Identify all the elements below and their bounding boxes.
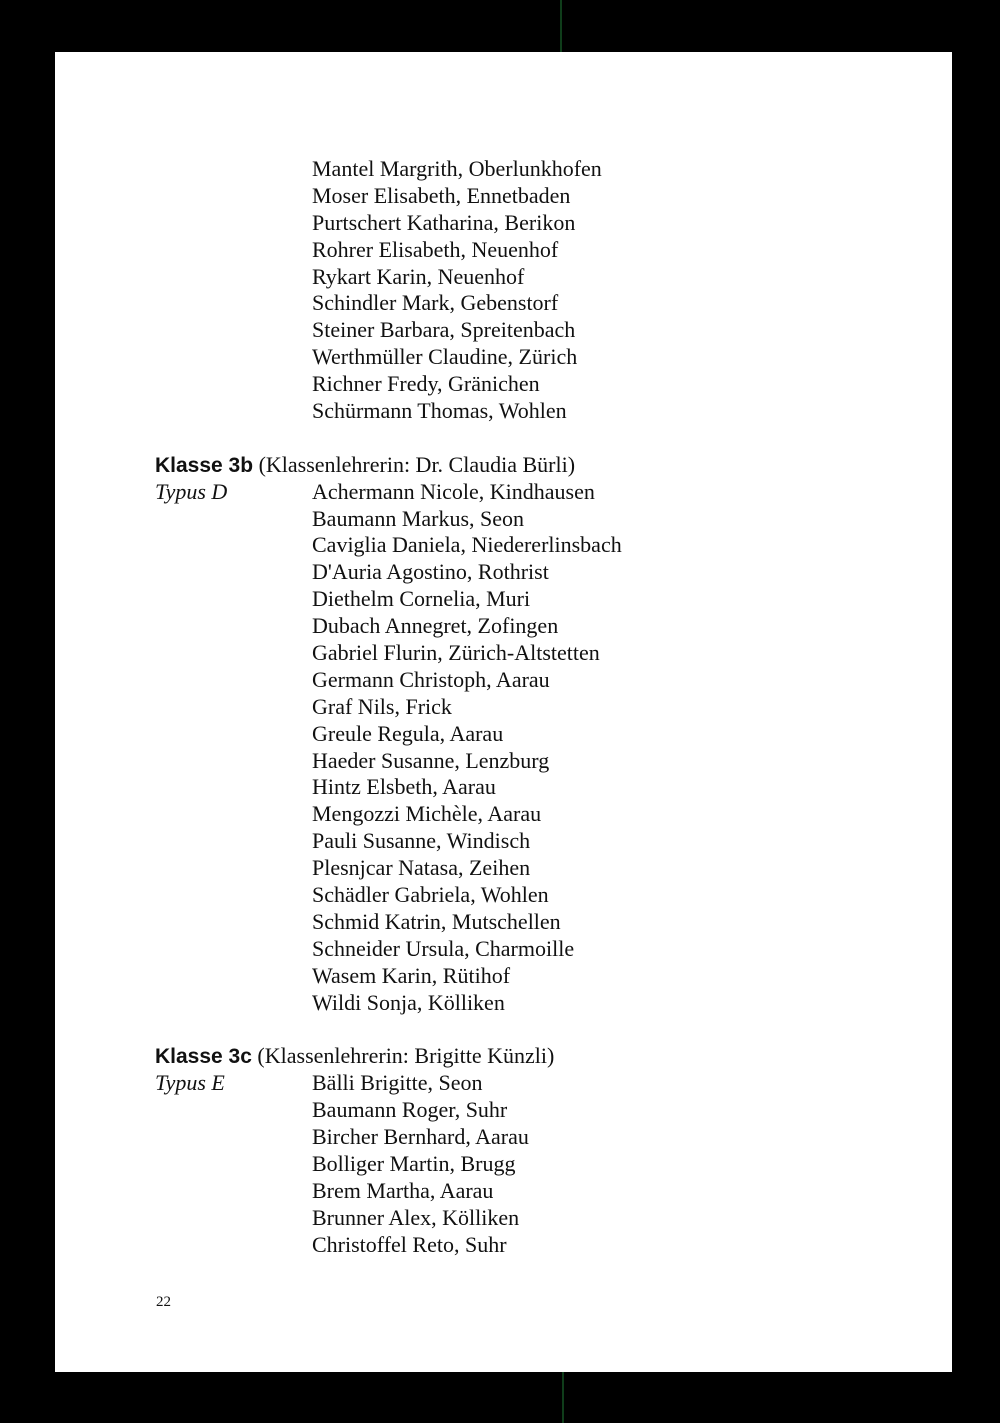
student-name: Rohrer Elisabeth, Neuenhof	[312, 236, 559, 262]
student-name: Bolliger Martin, Brugg	[312, 1150, 516, 1176]
list-item	[155, 963, 915, 990]
student-name: Mengozzi Michèle, Aarau	[312, 801, 542, 827]
student-name: Wasem Karin, Rütihof	[312, 962, 511, 988]
list-item	[155, 586, 915, 613]
list-item	[155, 774, 915, 801]
student-name: Diethelm Cornelia, Muri	[312, 586, 531, 612]
student-name: Pauli Susanne, Windisch	[312, 828, 531, 854]
list-item	[155, 317, 915, 344]
student-name: Christoffel Reto, Suhr	[312, 1231, 507, 1257]
student-name: Moser Elisabeth, Ennetbaden	[312, 182, 571, 208]
student-name: Germann Christoph, Aarau	[312, 666, 550, 692]
list-item	[155, 667, 915, 694]
list-item	[155, 882, 915, 909]
list-item	[155, 237, 915, 264]
list-item	[155, 1097, 915, 1124]
student-name: Achermann Nicole, Kindhausen	[312, 478, 595, 504]
student-name: Gabriel Flurin, Zürich-Altstetten	[312, 640, 600, 666]
student-name: Haeder Susanne, Lenzburg	[312, 747, 550, 773]
list-item	[155, 1232, 915, 1259]
class-label: Klasse 3b	[155, 453, 254, 477]
student-name: Hintz Elsbeth, Aarau	[312, 774, 496, 800]
scan-seam-bottom	[562, 1372, 564, 1423]
class-teacher: (Klassenlehrerin: Dr. Claudia Bürli)	[258, 451, 576, 477]
class-3b-heading	[155, 452, 915, 479]
list-item	[155, 479, 915, 506]
student-name: Baumann Roger, Suhr	[312, 1097, 508, 1123]
page-content	[155, 156, 915, 1259]
list-item	[155, 210, 915, 237]
class-3c-heading	[155, 1043, 915, 1070]
list-item	[155, 398, 915, 425]
student-name: Richner Fredy, Gränichen	[312, 371, 540, 397]
list-item	[155, 990, 915, 1017]
list-item	[155, 640, 915, 667]
list-item	[155, 344, 915, 371]
typus-label: Typus D	[155, 478, 228, 504]
list-item	[155, 613, 915, 640]
student-name: Schmid Katrin, Mutschellen	[312, 908, 561, 934]
student-name: Plesnjcar Natasa, Zeihen	[312, 855, 531, 881]
list-item	[155, 183, 915, 210]
list-item	[155, 1070, 915, 1097]
continued-student-list	[155, 156, 915, 425]
list-item	[155, 909, 915, 936]
list-item	[155, 694, 915, 721]
student-name: Dubach Annegret, Zofingen	[312, 613, 559, 639]
list-item	[155, 936, 915, 963]
student-name: Brem Martha, Aarau	[312, 1177, 494, 1203]
student-name: Schürmann Thomas, Wohlen	[312, 398, 567, 424]
student-name: Caviglia Daniela, Niedererlinsbach	[312, 532, 622, 558]
list-item	[155, 1178, 915, 1205]
student-name: Mantel Margrith, Oberlunkhofen	[312, 156, 602, 181]
student-name: Bälli Brigitte, Seon	[312, 1070, 483, 1096]
student-name: Schädler Gabriela, Wohlen	[312, 882, 549, 908]
student-name: Schindler Mark, Gebenstorf	[312, 290, 559, 316]
student-name: Graf Nils, Frick	[312, 693, 452, 719]
student-name: Steiner Barbara, Spreitenbach	[312, 317, 576, 343]
student-name: Bircher Bernhard, Aarau	[312, 1124, 529, 1150]
class-teacher: (Klassenlehrerin: Brigitte Künzli)	[257, 1043, 555, 1069]
student-name: Wildi Sonja, Kölliken	[312, 989, 505, 1015]
class-3b-section	[155, 452, 915, 1017]
list-item	[155, 748, 915, 775]
list-item	[155, 290, 915, 317]
student-name: Greule Regula, Aarau	[312, 720, 504, 746]
scan-seam-top	[560, 0, 562, 52]
list-item	[155, 371, 915, 398]
list-item	[155, 1151, 915, 1178]
class-3c-section	[155, 1043, 915, 1258]
student-name: Brunner Alex, Kölliken	[312, 1204, 520, 1230]
list-item	[155, 855, 915, 882]
typus-label: Typus E	[155, 1070, 225, 1096]
student-name: Werthmüller Claudine, Zürich	[312, 344, 578, 370]
list-item	[155, 1124, 915, 1151]
student-name: D'Auria Agostino, Rothrist	[312, 559, 549, 585]
list-item	[155, 801, 915, 828]
class-label: Klasse 3c	[155, 1045, 252, 1069]
student-name: Schneider Ursula, Charmoille	[312, 935, 575, 961]
student-name: Purtschert Katharina, Berikon	[312, 209, 576, 235]
list-item	[155, 532, 915, 559]
student-name: Baumann Markus, Seon	[312, 505, 525, 531]
page-number: 22	[156, 1294, 171, 1310]
list-item	[155, 1205, 915, 1232]
list-item	[155, 156, 915, 183]
list-item	[155, 828, 915, 855]
list-item	[155, 721, 915, 748]
list-item	[155, 506, 915, 533]
document-page	[55, 52, 952, 1372]
list-item	[155, 559, 915, 586]
student-name: Rykart Karin, Neuenhof	[312, 263, 525, 289]
list-item	[155, 264, 915, 291]
